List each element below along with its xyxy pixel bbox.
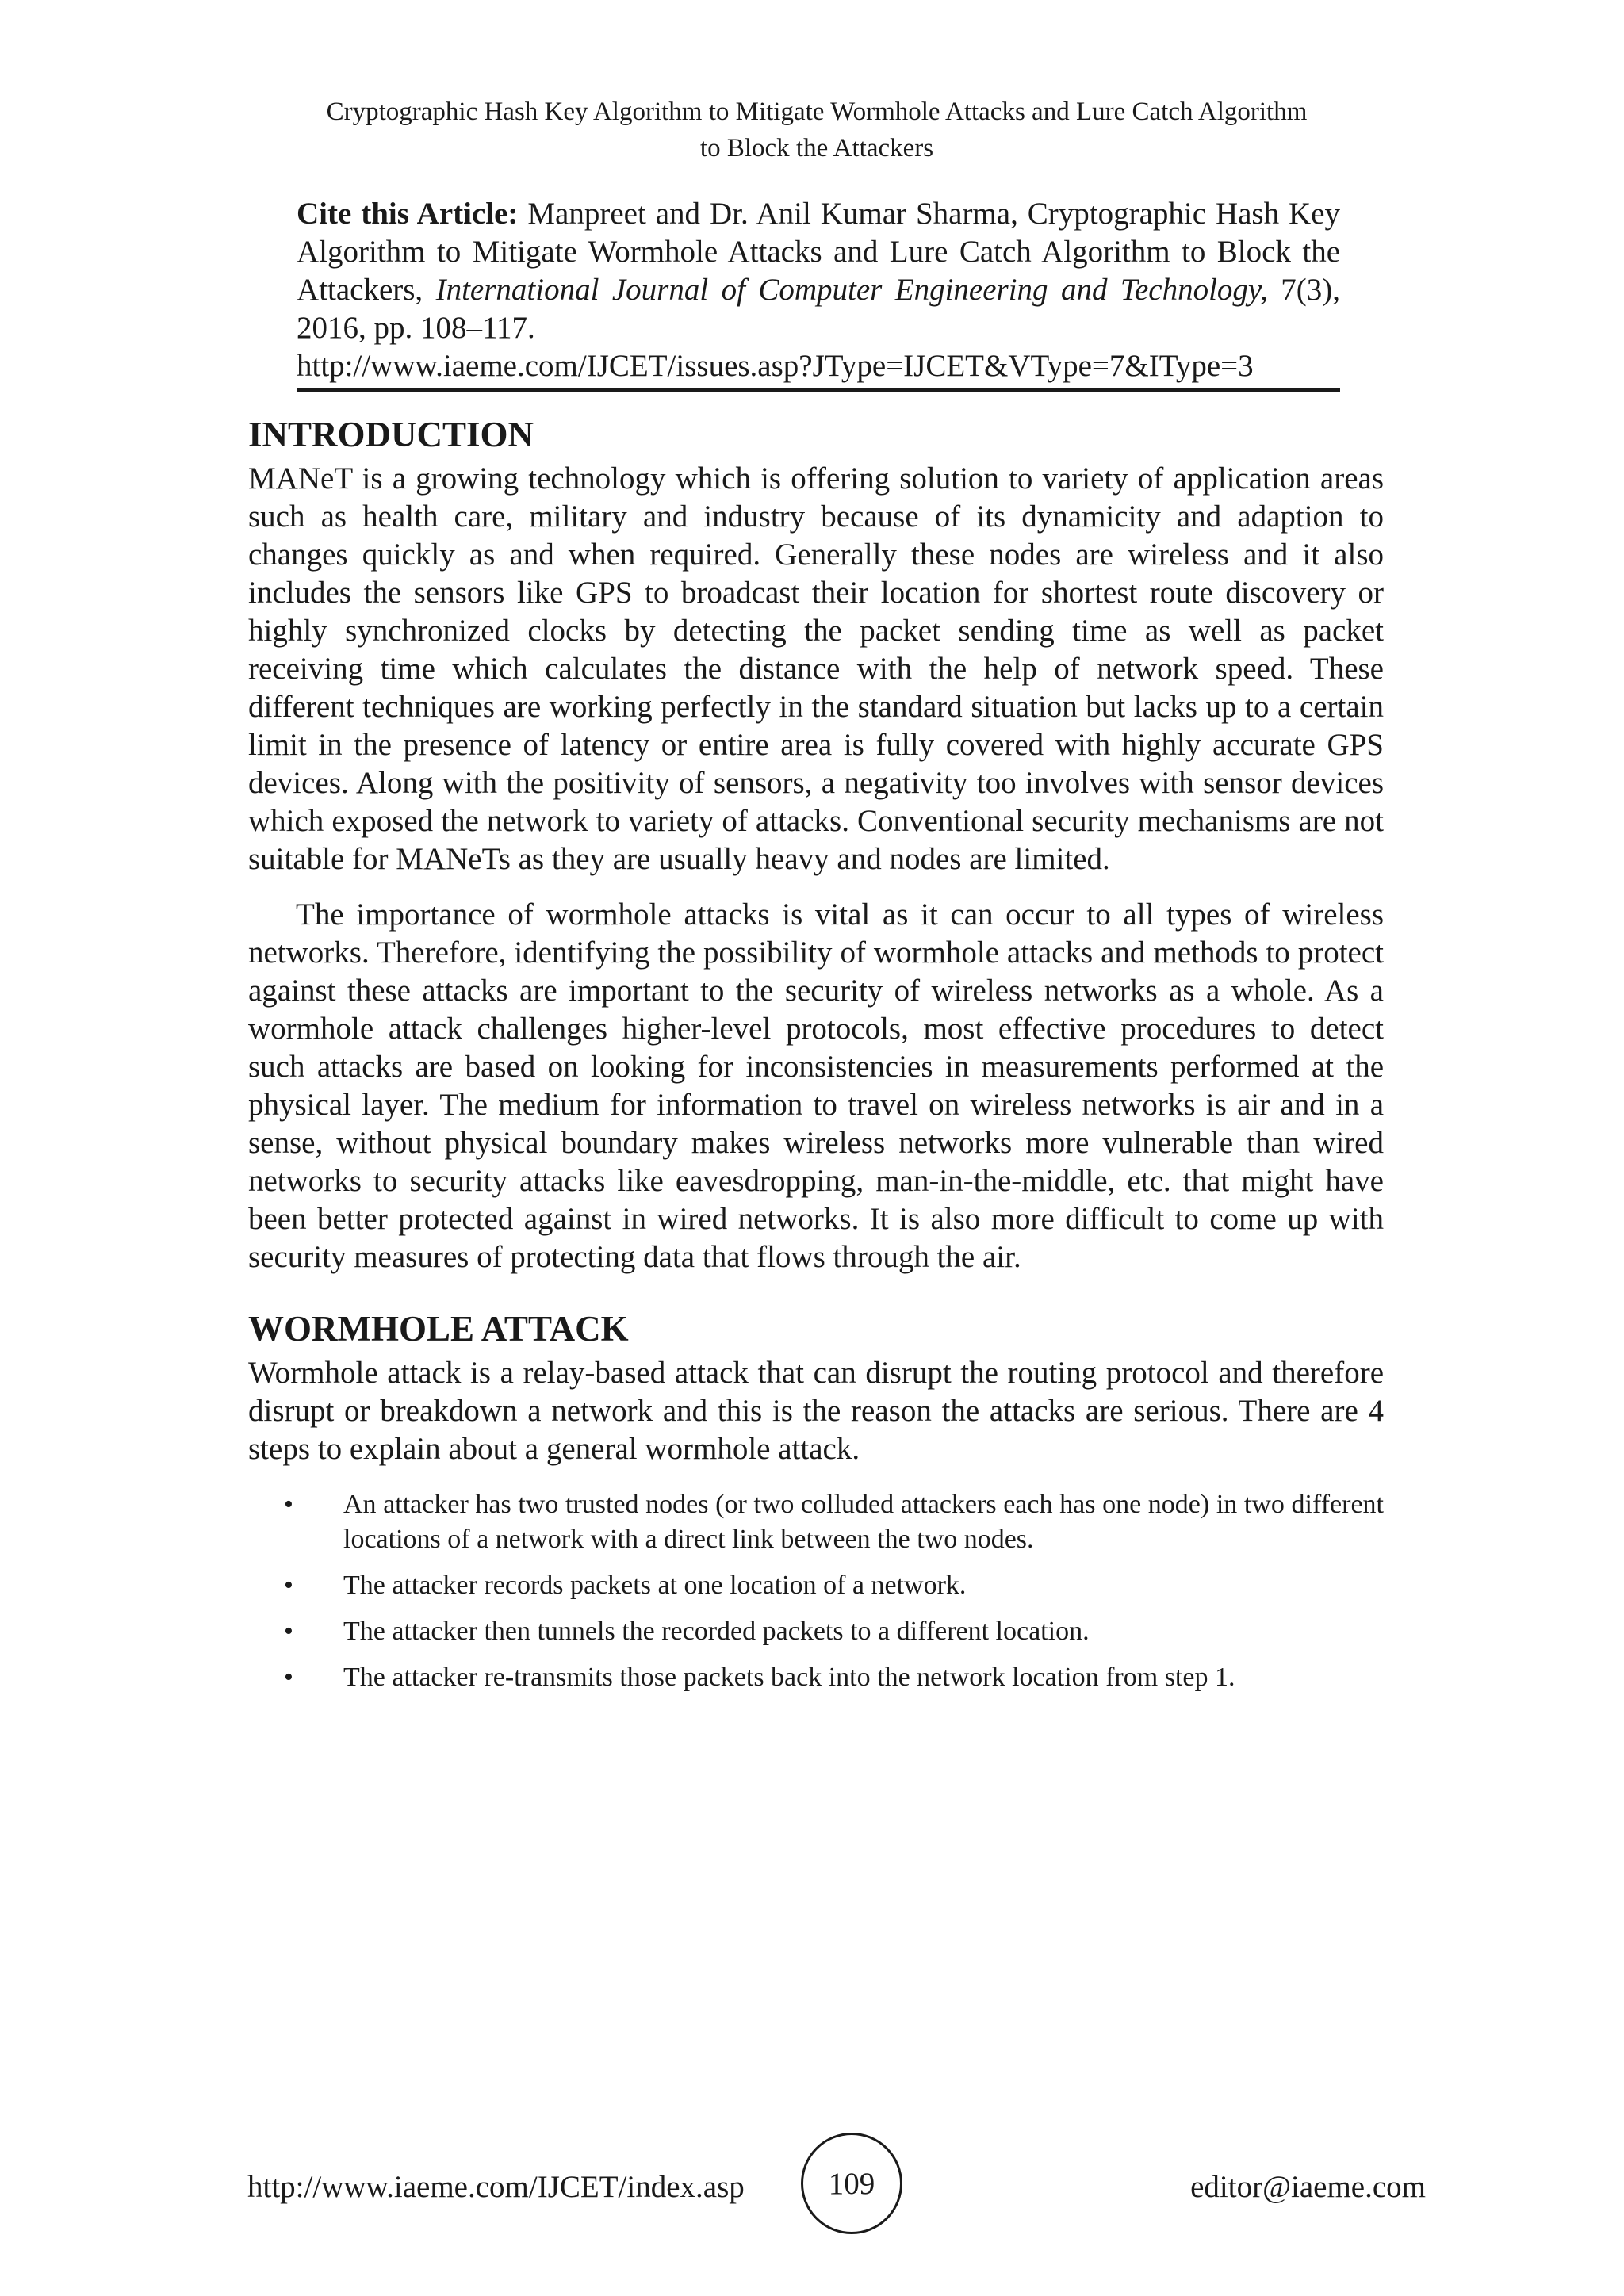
page-number: 109 xyxy=(828,2166,875,2201)
introduction-paragraph-1: MANeT is a growing technology which is offering solution to variety of application areas such as health care, military and industry because of its dynamicity and adaption to changes quickly as and when required. Generally these nodes are wireless and it also includes the sensors like GPS to broadcast their location for shortest route discovery or highly synchronized clocks by detecting the packet sending time as well as packet receiving time which calculates the distance with the help of network speed. These different techniques are working perfectly in the standard situation but lacks up to a certain limit in the presence of latency or entire area is fully covered with highly accurate GPS devices. Along with the positivity of sensors, a negativity too involves with sensor devices which exposed the network to variety of attacks. Conventional security mechanisms are not suitable for MANeTs as they are usually heavy and nodes are limited. xyxy=(248,461,1384,876)
list-item xyxy=(284,1487,1384,1557)
list-item-text: An attacker has two trusted nodes (or two colluded attackers each has one node) in two different locations of a network with a direct link between the two nodes. xyxy=(343,1490,1384,1554)
citation-block xyxy=(297,195,1340,392)
list-item-text: The attacker records packets at one location of a network. xyxy=(343,1571,967,1600)
citation-url-link[interactable]: http://www.iaeme.com/IJCET/issues.asp?JType=IJCET&VType=7&IType=3 xyxy=(297,347,1340,392)
wormhole-attack-heading: WORMHOLE ATTACK xyxy=(248,1309,629,1349)
list-item xyxy=(284,1614,1384,1649)
wormhole-steps-list xyxy=(248,1487,1384,1695)
footer-journal-link[interactable]: http://www.iaeme.com/IJCET/index.asp xyxy=(247,2170,745,2204)
running-title-line-2: to Block the Attackers xyxy=(699,134,934,163)
citation-journal: International Journal of Computer Engineering and Technology, xyxy=(435,273,1268,307)
citation-volume-pages: 7(3), 2016, pp. 108–117. xyxy=(297,273,1340,345)
page-number-badge xyxy=(801,2133,902,2234)
bullet-icon: • xyxy=(284,1490,293,1519)
citation-authors-title: Manpreet and Dr. Anil Kumar Sharma, Cryptographic Hash Key Algorithm to Mitigate Wormhole Attacks and Lure Catch Algorithm to Block the Attackers, xyxy=(297,197,1341,307)
page-footer xyxy=(0,2133,1624,2244)
introduction-heading: INTRODUCTION xyxy=(248,415,534,454)
introduction-paragraph-2: The importance of wormhole attacks is vital as it can occur to all types of wireless networks. Therefore, identifying the possibility of wormhole attacks and methods to protect against these attacks are important to the security of wireless networks as a whole. As a wormhole attack challenges higher-level protocols, most effective procedures to detect such attacks are based on looking for inconsistencies in measurements performed at the physical layer. The medium for information to travel on wireless networks is air and in a sense, without physical boundary makes wireless networks more vulnerable than wired networks to security attacks like eavesdropping, man-in-the-middle, etc. that might have been better protected against in wired networks. It is also more difficult to come up with security measures of protecting data that flows through the air. xyxy=(248,897,1384,1274)
list-item xyxy=(284,1568,1384,1603)
list-item-text: The attacker re-transmits those packets back into the network location from step 1. xyxy=(343,1663,1235,1692)
list-item xyxy=(284,1660,1384,1695)
running-header xyxy=(238,94,1396,166)
running-title-line-1: Cryptographic Hash Key Algorithm to Mitigate Wormhole Attacks and Lure Catch Algorithm xyxy=(326,98,1308,126)
footer-email-link[interactable]: editor@iaeme.com xyxy=(1190,2170,1426,2204)
wormhole-attack-paragraph: Wormhole attack is a relay-based attack that can disrupt the routing protocol and therefore disrupt or breakdown a network and this is the reason the attacks are serious. There are 4 steps to explain about a general wormhole attack. xyxy=(248,1356,1384,1466)
bullet-icon: • xyxy=(284,1617,293,1646)
article-body xyxy=(248,411,1384,1706)
list-item-text: The attacker then tunnels the recorded packets to a different location. xyxy=(343,1617,1090,1646)
bullet-icon: • xyxy=(284,1571,293,1600)
bullet-icon: • xyxy=(284,1663,293,1692)
citation-label: Cite this Article: xyxy=(297,197,519,231)
